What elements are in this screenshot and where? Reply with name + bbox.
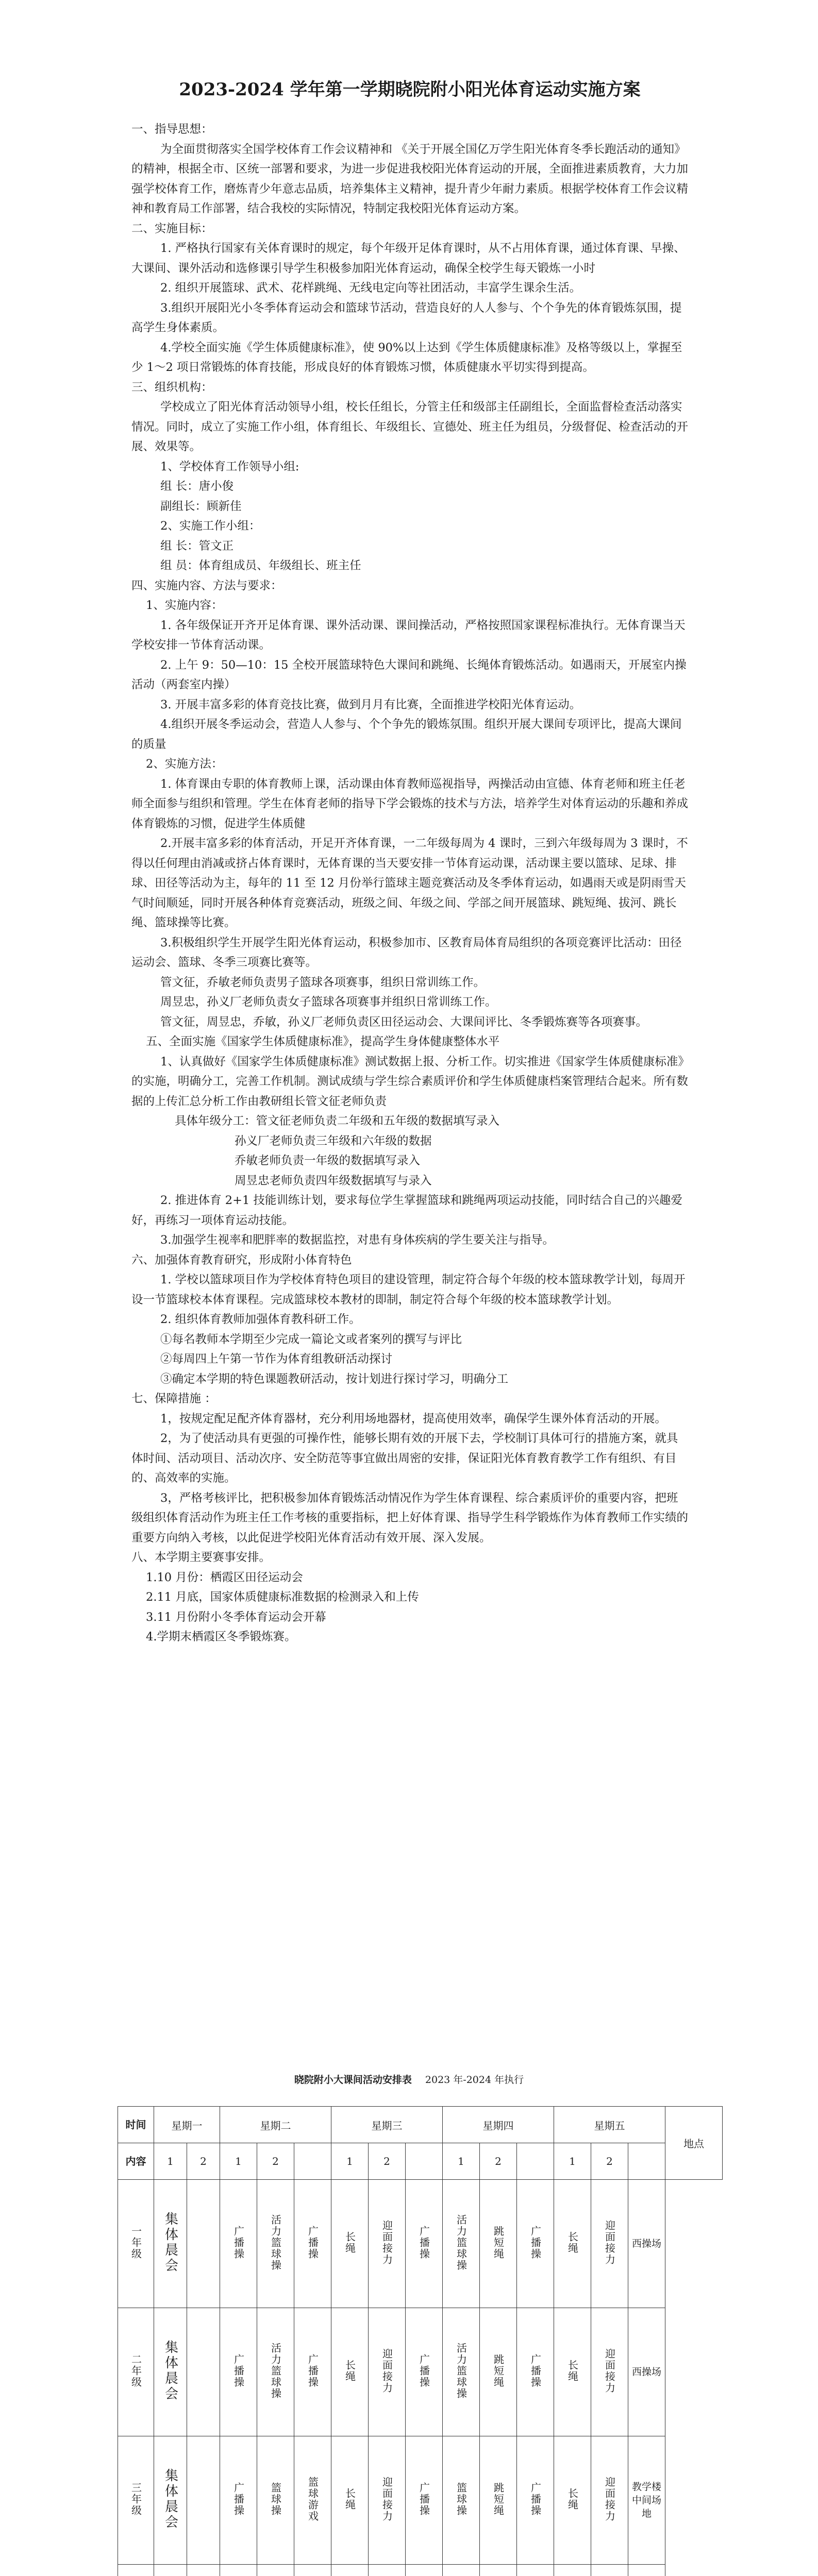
paragraph: 3.组织开展阳光小冬季体育运动会和篮球节活动，营造良好的人人参与、个个争先的体育锻炼氛围，提高学生身体素质。: [131, 301, 682, 334]
activity-cell: [554, 2565, 591, 2576]
day-header-mon: 星期一: [154, 2107, 220, 2143]
activity-cell: [187, 2565, 220, 2576]
place-cell: 西操场: [628, 2308, 665, 2436]
paragraph: 2. 组织开展篮球、武术、花样跳绳、无线电定向等社团活动，丰富学生课余生活。: [160, 281, 581, 295]
activity-cell: 集体晨会: [154, 2308, 187, 2436]
activity-cell: 广播操: [220, 2180, 257, 2308]
activity-cell: 迎面接力: [369, 2436, 406, 2565]
paragraph: 4.学校全面实施《学生体质健康标准》，使 90%以上达到《学生体质健康标准》及格等级以上，掌握至少 1～2 项日常锻炼的体育技能，形成良好的体育锻炼习惯，体质健康水平切实得到提高。: [131, 341, 682, 374]
activity-cell: [406, 2565, 443, 2576]
activity-cell: 迎面接力: [369, 2180, 406, 2308]
corner-time: 时间: [118, 2107, 154, 2143]
paragraph: 孙义厂老师负责三年级和六年级的数据: [235, 1134, 432, 1148]
activity-cell: [443, 2565, 480, 2576]
paragraph: 具体年级分工：管文征老师负责二年级和五年级的数据填写录入: [175, 1114, 500, 1128]
schedule-subheader-row: [118, 2143, 723, 2180]
paragraph: 管文征，乔敏老师负责男子篮球各项赛事，组织日常训练工作。: [160, 975, 486, 989]
activity-cell: 篮球游戏: [294, 2436, 331, 2565]
activity-cell: 跳短绳: [480, 2436, 517, 2565]
schedule-caption: [118, 2072, 700, 2088]
slot-label: 1: [154, 2143, 187, 2180]
slot-label: 2: [480, 2143, 517, 2180]
paragraph: 3. 开展丰富多彩的体育竞技比赛，做到月月有比赛，全面推进学校阳光体育运动。: [160, 698, 581, 711]
paragraph: 2. 组织体育教师加强体育教科研工作。: [160, 1313, 361, 1326]
activity-cell: 篮球操: [257, 2436, 294, 2565]
paragraph: 1. 体育课由专职的体育教师上课，活动课由体育教师巡视指导，两操活动由宣德、体育老师和班主任老师全面参与组织和管理。学生在体育老师的指导下学会锻炼的技术与方法，培养学生对体育运动的乐趣和养成体育锻炼的习惯，促进学生体质健: [131, 777, 689, 831]
document-title: 2023-2024 学年第一学期晓院附小阳光体育运动实施方案: [179, 79, 641, 100]
section-heading: 六、加强体育教育研究，形成附小体育特色: [131, 1253, 352, 1267]
slot-label: 2: [187, 2143, 220, 2180]
activity-cell: 活力篮球操: [257, 2308, 294, 2436]
paragraph: 为全面贯彻落实全国学校体育工作会议精神和 《关于开展全国亿万学生阳光体育冬季长跑活动的通知》的精神，根据全市、区统一部署和要求，为进一步促进我校阳光体育运动的开展，全面推进素质教育，大力加强学校体育工作，磨炼青少年意志品质，培养集体主义精神，提升青少年耐力素质。根据学校体育工作会议精神和教育局工作部署，结合我校的实际情况，特制定我校阳光体育运动方案。: [131, 142, 689, 215]
slot-label: [294, 2143, 331, 2180]
activity-cell: 活力篮球操: [443, 2308, 480, 2436]
subsection-heading: 1、实施内容：: [146, 599, 223, 612]
corner-content: 内容: [118, 2143, 154, 2180]
activity-cell: 迎面接力: [591, 2436, 628, 2565]
activity-cell: 广播操: [294, 2308, 331, 2436]
subsection-heading: 2、实施方法：: [146, 757, 223, 771]
paragraph: 组 长：管文正: [160, 539, 234, 553]
activity-cell: [591, 2565, 628, 2576]
activity-cell: 迎面接力: [591, 2308, 628, 2436]
place-cell: 西操场: [628, 2180, 665, 2308]
subsection-heading: 4.学期末栖霞区冬季锻炼赛。: [146, 1630, 296, 1643]
activity-cell: [369, 2565, 406, 2576]
paragraph: 1. 各年级保证开齐开足体育课、课外活动课、课间操活动，严格按照国家课程标准执行。无体育课当天学校安排一节体育活动课。: [131, 618, 686, 652]
schedule-header-row: [118, 2107, 723, 2143]
slot-label: 2: [257, 2143, 294, 2180]
activity-cell: 广播操: [220, 2436, 257, 2565]
activity-cell: 长绳: [554, 2436, 591, 2565]
grade-label: 三年级: [118, 2436, 154, 2565]
section-heading: 八、本学期主要赛事安排。: [131, 1551, 271, 1564]
activity-cell: 广播操: [294, 2180, 331, 2308]
activity-cell: [187, 2436, 220, 2565]
paragraph: 乔敏老师负责一年级的数据填写录入: [235, 1154, 421, 1167]
activity-cell: 广播操: [517, 2180, 554, 2308]
activity-cell: [480, 2565, 517, 2576]
paragraph: 2. 推进体育 2+1 技能训练计划，要求每位学生掌握篮球和跳绳两项运动技能，同时结合自己的兴趣爱好，再练习一项体育运动技能。: [131, 1194, 682, 1227]
activity-cell: [331, 2565, 369, 2576]
subsection-heading: 3.11 月份附小冬季体育运动会开幕: [146, 1610, 326, 1624]
paragraph: 1. 学校以篮球项目作为学校体育特色项目的建设管理，制定符合每个年级的校本篮球教学计划，每周开设一节篮球校本体育课程。完成篮球校本教材的即制，制定符合每个年级的校本篮球教学计划。: [131, 1273, 686, 1307]
activity-cell: 广播操: [406, 2308, 443, 2436]
activity-cell: 广播操: [220, 2308, 257, 2436]
day-header-wed: 星期三: [331, 2107, 443, 2143]
schedule-table: [118, 2106, 723, 2576]
grade-label: 一年级: [118, 2180, 154, 2308]
activity-cell: 跳短绳: [480, 2180, 517, 2308]
paragraph: 周昱忠老师负责四年级数据填写与录入: [235, 1174, 432, 1188]
schedule-year: 2023 年-2024 年执行: [425, 2074, 524, 2086]
slot-label: 1: [220, 2143, 257, 2180]
activity-cell: 长绳: [554, 2180, 591, 2308]
paragraph: 管文征，周昱忠，乔敏，孙义厂老师负责区田径运动会、大课间评比、冬季锻炼赛等各项赛事。: [160, 1015, 648, 1029]
activity-cell: 迎面接力: [369, 2308, 406, 2436]
schedule-row: [118, 2180, 723, 2308]
activity-cell: [187, 2180, 220, 2308]
subsection-heading: 五、全面实施《国家学生体质健康标准》，提高学生身体健康整体水平: [146, 1035, 500, 1048]
section-heading: 四、实施内容、方法与要求：: [131, 579, 282, 592]
paragraph: 3.积极组织学生开展学生阳光体育运动，积极参加市、区教育局体育局组织的各项竞赛评比活动：田径运动会、篮球、冬季三项赛比赛等。: [131, 936, 682, 969]
paragraph: ①每名教师本学期至少完成一篇论文或者案列的撰写与评比: [160, 1332, 462, 1346]
place-cell: 教学楼中间场地: [628, 2436, 665, 2565]
day-header-fri: 星期五: [554, 2107, 665, 2143]
schedule-section: [118, 2072, 705, 2576]
activity-cell: 集体晨会: [154, 2180, 187, 2308]
activity-cell: [154, 2565, 187, 2576]
activity-cell: 跳短绳: [480, 2308, 517, 2436]
paragraph: 4.组织开展冬季运动会，营造人人参与、个个争先的锻炼氛围。组织开展大课间专项评比，提高大课间的质量: [131, 718, 682, 751]
section-heading: 一、指导思想：: [131, 123, 213, 136]
activity-cell: 集体晨会: [154, 2436, 187, 2565]
paragraph: 2、实施工作小组：: [160, 519, 261, 533]
grade-label: [118, 2565, 154, 2576]
day-header-tue: 星期二: [220, 2107, 331, 2143]
activity-cell: 广播操: [406, 2180, 443, 2308]
paragraph: 2.开展丰富多彩的体育活动，开足开齐体育课，一二年级每周为 4 课时，三到六年级每周为 3 课时，不得以任何理由消减或挤占体育课时，无体育课的当天要安排一节体育运动课，活动课主要以篮球、足球、排球、田径等活动为主，每年的 11 至 12 月份举行篮球主题竞赛活动及冬季体育运动，如遇雨天或是阴雨雪天气时间顺延，同时开展各种体育竞赛活动，班级之间、年级之间、学部之间开展篮球、跳短绳、拔河、跳长绳、篮球操等比赛。: [131, 837, 688, 929]
slot-label: 1: [554, 2143, 591, 2180]
paragraph: 1. 严格执行国家有关体育课时的规定，每个年级开足体育课时，从不占用体育课，通过体育课、早操、大课间、课外活动和选修课引导学生积极参加阳光体育运动，确保全校学生每天锻炼一小时: [131, 242, 686, 275]
activity-cell: [517, 2565, 554, 2576]
activity-cell: [257, 2565, 294, 2576]
place-cell: [628, 2565, 665, 2576]
activity-cell: 迎面接力: [591, 2180, 628, 2308]
paragraph: 2. 上午 9：50—10：15 全校开展篮球特色大课间和跳绳、长绳体育锻炼活动。如遇雨天，开展室内操活动（两套室内操）: [131, 658, 687, 691]
activity-cell: 广播操: [517, 2308, 554, 2436]
slot-label: [628, 2143, 665, 2180]
document-body: [131, 120, 688, 1647]
paragraph: 2，为了使活动具有更强的可操作性，能够长期有效的开展下去，学校制订具体可行的措施方案，就具体时间、活动项目、活动次序、安全防范等事宜做出周密的安排，保证阳光体育教育教学工作有组织、有目的、高效率的实施。: [131, 1432, 678, 1485]
activity-cell: 篮球操: [443, 2436, 480, 2565]
paragraph: 1、学校体育工作领导小组:: [160, 460, 299, 473]
schedule-title: 晓院附小大课间活动安排表: [294, 2074, 412, 2086]
slot-label: [406, 2143, 443, 2180]
paragraph: 组 员：体育组成员、年级组长、班主任: [160, 559, 361, 572]
activity-cell: 广播操: [517, 2436, 554, 2565]
grade-label: 二年级: [118, 2308, 154, 2436]
activity-cell: 活力篮球操: [257, 2180, 294, 2308]
paragraph: 学校成立了阳光体育活动领导小组，校长任组长，分管主任和级部主任副组长，全面监督检查活动落实情况。同时，成立了实施工作小组，体育组长、年级组长、宣德处、班主任为组员，分级督促、检查活动的开展、效果等。: [131, 400, 689, 453]
activity-cell: [294, 2565, 331, 2576]
day-header-thu: 星期四: [443, 2107, 554, 2143]
slot-label: [517, 2143, 554, 2180]
activity-cell: 广播操: [406, 2436, 443, 2565]
activity-cell: 长绳: [331, 2436, 369, 2565]
subsection-heading: 2.11 月底，国家体质健康标准数据的检测录入和上传: [146, 1590, 419, 1604]
activity-cell: 长绳: [554, 2308, 591, 2436]
paragraph: 3.加强学生视率和肥胖率的数据监控，对患有身体疾病的学生要关注与指导。: [160, 1233, 554, 1247]
paragraph: 组 长：唐小俊: [160, 480, 234, 493]
paragraph: 1、认真做好《国家学生体质健康标准》测试数据上报、分析工作。切实推进《国家学生体质健康标准》的实施，明确分工，完善工作机制。测试成绩与学生综合素质评价和学生体质健康档案管理结合起来。所有数据的上传汇总分析工作由教研组长管文征老师负责: [131, 1055, 689, 1108]
activity-cell: [220, 2565, 257, 2576]
section-heading: 三、组织机构：: [131, 380, 213, 394]
slot-label: 1: [331, 2143, 369, 2180]
schedule-row: [118, 2436, 723, 2565]
slot-label: 2: [591, 2143, 628, 2180]
paragraph: 3，严格考核评比，把积极参加体育锻炼活动情况作为学生体育课程、综合素质评价的重要内容，把班级组织体育活动作为班主任工作考核的重要指标，把上好体育课、指导学生科学锻炼作为体育教师工作实绩的重要方向纳入考核，以此促进学校阳光体育活动有效开展、深入发展。: [131, 1491, 689, 1545]
paragraph: ②每周四上午第一节作为体育组教研活动探讨: [160, 1352, 393, 1366]
schedule-row: [118, 2308, 723, 2436]
section-heading: 二、实施目标：: [131, 222, 213, 235]
paragraph: ③确定本学期的特色课题教研活动，按计划进行探讨学习，明确分工: [160, 1372, 509, 1386]
place-header: 地点: [665, 2107, 723, 2180]
paragraph: 周昱忠，孙义厂老师负责女子篮球各项赛事并组织日常训练工作。: [160, 995, 497, 1009]
activity-cell: 活力篮球操: [443, 2180, 480, 2308]
paragraph: 1，按规定配足配齐体育器材，充分利用场地器材，提高使用效率，确保学生课外体育活动的开展。: [160, 1412, 666, 1426]
activity-cell: 长绳: [331, 2308, 369, 2436]
activity-cell: 长绳: [331, 2180, 369, 2308]
subsection-heading: 1.10 月份：栖霞区田径运动会: [146, 1570, 303, 1584]
paragraph: 副组长：顾新佳: [160, 499, 242, 513]
section-heading: 七、保障措施 ：: [131, 1392, 216, 1405]
activity-cell: [187, 2308, 220, 2436]
slot-label: 2: [369, 2143, 406, 2180]
plan-document: [131, 77, 688, 1647]
schedule-row: [118, 2565, 723, 2576]
slot-label: 1: [443, 2143, 480, 2180]
schedule-table-body: [118, 2107, 723, 2576]
